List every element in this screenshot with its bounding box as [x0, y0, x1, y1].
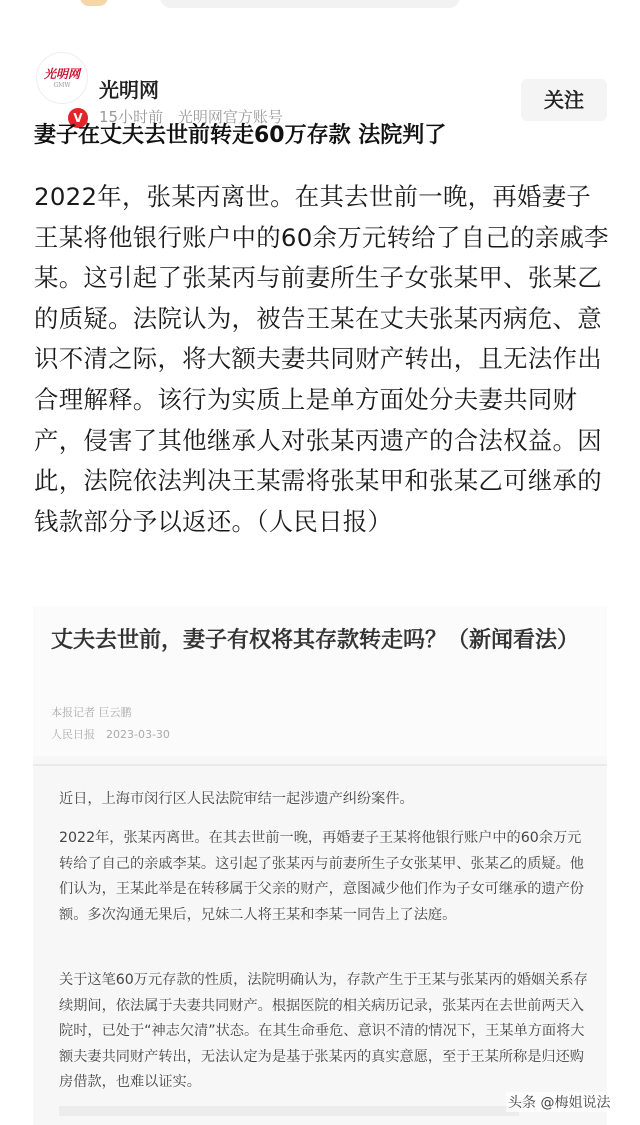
embedded-paragraph: 2022年，张某丙离世。在其去世前一晚，再婚妻子王某将他银行账户中的60余万元转给了自己的亲戚李某。这引起了张某丙与前妻所生子女张某甲、张某乙的质疑。他们认为，王某此举是在转移属于父亲的财产，意图减少他们作为子女可继承的遗产份额。多次沟通无果后，兄妹二人将王某和李某一同告上了法庭。	[59, 830, 584, 923]
top-status-remnant	[0, 0, 640, 10]
follow-button[interactable]: 关注	[521, 79, 607, 121]
verified-badge-icon: V	[66, 106, 90, 130]
embedded-byline: 本报记者 巨云鹏	[51, 706, 132, 719]
embedded-paragraph: 近日，上海市闵行区人民法院审结一起涉遗产纠纷案件。	[59, 791, 414, 807]
avatar[interactable]	[36, 52, 88, 104]
embedded-cutoff-line	[59, 1106, 519, 1116]
embedded-title: 丈夫去世前，妻子有权将其存款转走吗？（新闻看法）	[51, 628, 580, 653]
account-type: 光明网官方账号	[177, 108, 283, 126]
author-header	[0, 34, 640, 126]
embedded-date: 人民日报 2023-03-30	[51, 728, 170, 741]
top-search-pill	[160, 0, 460, 8]
embedded-divider	[33, 764, 607, 766]
gmw-logo-icon: 光明网 GMW	[43, 67, 80, 89]
embedded-news-image[interactable]	[33, 606, 607, 1125]
post-time: 15小时前	[99, 108, 164, 126]
author-name[interactable]: 光明网	[99, 78, 159, 102]
watermark: 头条 @梅姐说法	[506, 1092, 612, 1112]
top-left-pill	[80, 0, 108, 6]
article-title: 妻子在丈夫去世前转走60万存款 法院判了	[34, 123, 447, 148]
embedded-paragraph: 关于这笔60万元存款的性质，法院明确认为，存款产生于王某与张某丙的婚姻关系存续期间，依法属于夫妻共同财产。根据医院的相关病历记录，张某丙在去世前两天入院时，已处于“神志欠清”状态。在其生命垂危、意识不清的情况下，王某单方面将大额夫妻共同财产转出，无法认定为是基于张某丙的真实意愿，至于王某所称是归还购房借款，也难以证实。	[59, 972, 588, 1090]
article-body: 2022年，张某丙离世。在其去世前一晚，再婚妻子王某将他银行账户中的60余万元转给了自己的亲戚李某。这引起了张某丙与前妻所生子女张某甲、张某乙的质疑。法院认为，被告王某在丈夫张某丙病危、意识不清之际，将大额夫妻共同财产转出，且无法作出合理解释。该行为实质上是单方面处分夫妻共同财产，侵害了其他继承人对张某丙遗产的合法权益。因此，法院依法判决王某需将张某甲和张某乙可继承的钱款部分予以返还。（人民日报）	[34, 182, 609, 536]
